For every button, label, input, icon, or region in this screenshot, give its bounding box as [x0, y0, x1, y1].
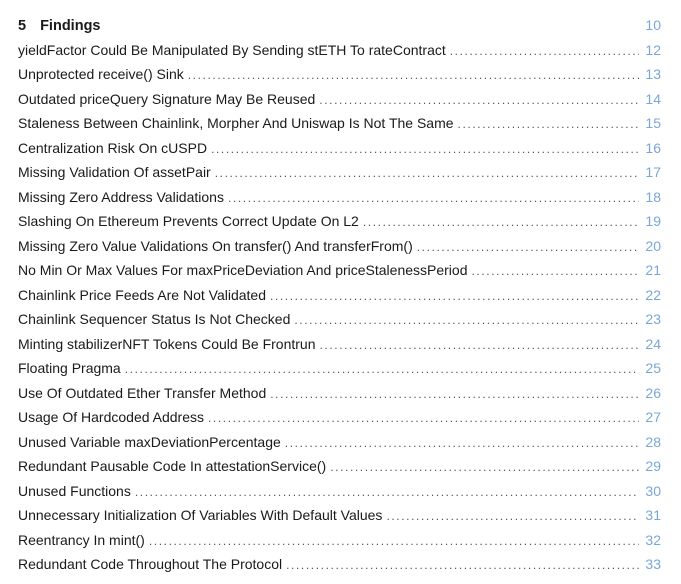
toc-entry-page-number[interactable]: 27: [645, 409, 661, 425]
toc-entry-title: No Min Or Max Values For maxPriceDeviation And priceStalenessPeriod: [18, 262, 468, 278]
toc-entry[interactable]: [18, 479, 661, 504]
dot-leader: [270, 382, 639, 407]
toc-entry-page-number[interactable]: 14: [645, 90, 661, 107]
toc-entry-page-number[interactable]: 26: [645, 384, 661, 401]
dot-leader: [125, 357, 639, 382]
toc-entry[interactable]: [18, 405, 661, 430]
dot-leader: [149, 529, 639, 554]
toc-entry-page-number[interactable]: 13: [645, 66, 661, 82]
toc-entry-title: Floating Pragma: [18, 360, 121, 376]
dot-leader: [458, 112, 639, 137]
toc-entry[interactable]: [18, 430, 661, 455]
toc-entry-title: Minting stabilizerNFT Tokens Could Be Frontrun: [18, 335, 316, 352]
dot-leader: [363, 210, 639, 235]
toc-entry[interactable]: [18, 62, 661, 87]
dot-leader: [417, 235, 639, 260]
toc-entry[interactable]: [18, 307, 661, 332]
toc-entry-title: Missing Zero Value Validations On transfer() And transferFrom(): [18, 237, 413, 254]
toc-entry-page-number[interactable]: 30: [645, 482, 661, 499]
toc-entry-title: Redundant Pausable Code In attestationService(): [18, 458, 327, 474]
dot-leader: [471, 259, 639, 284]
toc-entry-title: Outdated priceQuery Signature May Be Reused: [18, 90, 316, 107]
toc-entry[interactable]: [18, 332, 661, 357]
section-number: 5: [18, 18, 27, 34]
toc-entry-page-number[interactable]: 25: [645, 360, 661, 376]
toc-entry-page-number[interactable]: 20: [645, 237, 661, 254]
toc-entry-title: Unused Functions: [18, 482, 131, 499]
dot-leader: [270, 284, 639, 309]
dot-leader: [320, 333, 640, 358]
toc-entry[interactable]: [18, 209, 661, 234]
toc-entry-title: yieldFactor Could Be Manipulated By Sending stETH To rateContract: [18, 41, 446, 58]
toc-entry[interactable]: [18, 87, 661, 112]
dot-leader: [285, 431, 639, 456]
dot-leader: [294, 308, 639, 333]
toc-entry[interactable]: [18, 111, 661, 136]
toc-entry[interactable]: [18, 38, 661, 63]
dot-leader: [228, 186, 639, 211]
toc-entry-title: Reentrancy In mint(): [18, 531, 145, 548]
toc-entry-page-number[interactable]: 22: [645, 286, 661, 303]
toc-entry-title: Missing Zero Address Validations: [18, 188, 224, 205]
toc-entry[interactable]: [18, 454, 661, 479]
toc-entry[interactable]: [18, 185, 661, 210]
toc-entry[interactable]: [18, 381, 661, 406]
toc-entry[interactable]: [18, 258, 661, 283]
toc-entry-page-number[interactable]: 28: [645, 433, 661, 450]
dot-leader: [211, 137, 639, 162]
toc-entry[interactable]: [18, 283, 661, 308]
toc-section-findings[interactable]: [18, 13, 661, 38]
toc-entry-page-number[interactable]: 29: [645, 458, 661, 474]
toc-entry-title: Chainlink Price Feeds Are Not Validated: [18, 286, 266, 303]
toc-entry-page-number[interactable]: 16: [645, 139, 661, 156]
toc-entry-page-number[interactable]: 32: [645, 531, 661, 548]
toc-entry[interactable]: [18, 528, 661, 553]
toc-entry-title: Use Of Outdated Ether Transfer Method: [18, 384, 267, 401]
dot-leader: [386, 504, 639, 529]
toc-entry[interactable]: [18, 160, 661, 185]
toc-entry-page-number[interactable]: 15: [645, 115, 661, 131]
toc-entry[interactable]: [18, 503, 661, 528]
toc-entry-title: Unprotected receive() Sink: [18, 66, 184, 82]
toc-entry-title: Missing Validation Of assetPair: [18, 164, 211, 180]
table-of-contents: [18, 13, 661, 577]
toc-entry[interactable]: [18, 356, 661, 381]
toc-entry-page-number[interactable]: 17: [645, 164, 661, 180]
dot-leader: [208, 406, 639, 431]
toc-entry-title: Unnecessary Initialization Of Variables With Default Values: [18, 507, 383, 523]
toc-entry[interactable]: [18, 552, 661, 577]
dot-leader: [215, 161, 639, 186]
toc-entry-title: Usage Of Hardcoded Address: [18, 409, 204, 425]
section-title: Findings: [40, 18, 101, 34]
toc-entry-page-number[interactable]: 23: [645, 311, 661, 327]
toc-entry-title: Centralization Risk On cUSPD: [18, 139, 208, 156]
toc-entry-title: Redundant Code Throughout The Protocol: [18, 556, 283, 572]
toc-entry-title: Chainlink Sequencer Status Is Not Checked: [18, 311, 291, 327]
toc-entry-page-number[interactable]: 31: [645, 507, 661, 523]
toc-entry-title: Unused Variable maxDeviationPercentage: [18, 433, 281, 450]
toc-entry[interactable]: [18, 234, 661, 259]
toc-entry-page-number[interactable]: 21: [645, 262, 661, 278]
toc-entry-page-number[interactable]: 24: [645, 335, 661, 352]
dot-leader: [286, 553, 639, 578]
dot-leader: [450, 39, 639, 64]
toc-entry-page-number[interactable]: 18: [645, 188, 661, 205]
toc-entry-page-number[interactable]: 33: [645, 556, 661, 572]
dot-leader: [188, 63, 639, 88]
toc-entry-title: Slashing On Ethereum Prevents Correct Update On L2: [18, 213, 359, 229]
toc-entry-page-number[interactable]: 19: [645, 213, 661, 229]
toc-entry-title: Staleness Between Chainlink, Morpher And Uniswap Is Not The Same: [18, 115, 454, 131]
toc-entries: [18, 38, 661, 577]
dot-leader: [135, 480, 639, 505]
dot-leader: [319, 88, 639, 113]
section-page-number[interactable]: 10: [645, 17, 661, 33]
toc-entry-page-number[interactable]: 12: [645, 41, 661, 58]
toc-entry[interactable]: [18, 136, 661, 161]
dot-leader: [330, 455, 639, 480]
